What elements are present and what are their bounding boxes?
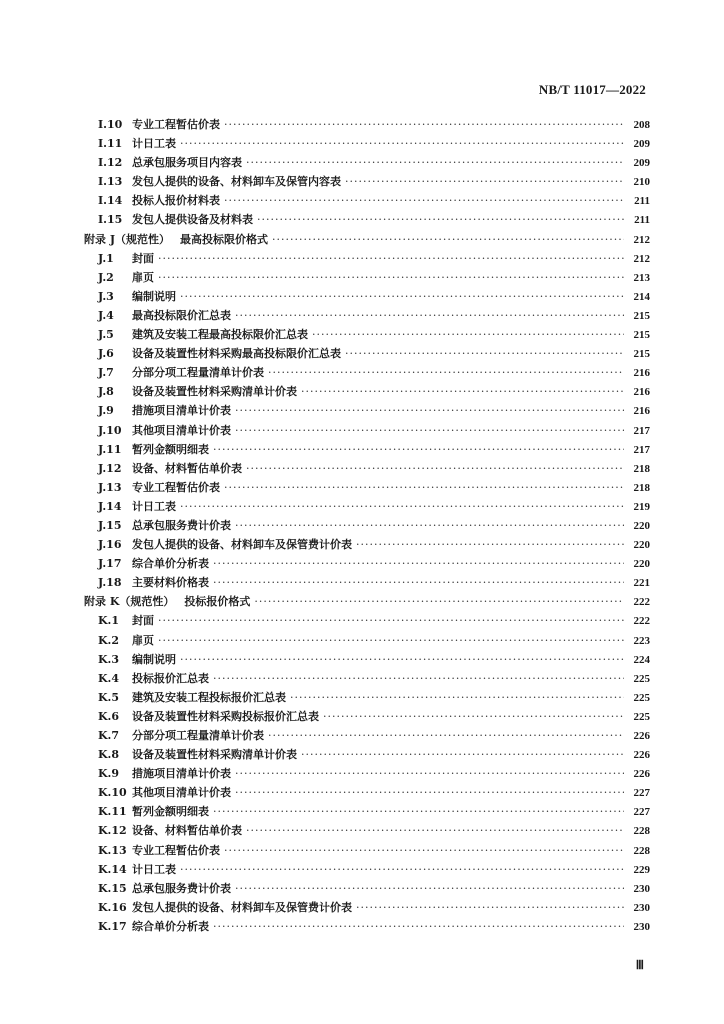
toc-entry[interactable] [84,383,650,402]
toc-leader-dots [180,290,624,303]
toc-page-number: 217 [633,443,650,456]
toc-entry-number: J.17 [98,557,122,571]
toc-entry[interactable] [84,689,650,708]
toc-entry-number: J.16 [98,538,122,552]
toc-page-number: 216 [633,367,650,380]
toc-entry-number: K.8 [98,748,120,762]
toc-page-number: 215 [633,348,650,361]
toc-leader-dots [213,920,624,933]
toc-leader-dots [257,213,624,226]
toc-entry-title: 总承包服务费计价表 [132,881,231,895]
toc-entry-number: J.6 [98,347,114,361]
toc-page-number: 229 [633,863,650,876]
toc-entry-number: K.10 [98,786,127,800]
toc-entry-number: J.11 [98,442,122,456]
toc-entry-number: K.17 [98,919,127,933]
toc-entry-number: J.9 [98,404,114,418]
toc-page-number: 217 [633,424,650,437]
toc-page-number: 215 [633,329,650,342]
toc-entry[interactable] [84,211,650,230]
toc-entry-title: 综合单价分析表 [132,557,209,571]
toc-entry-number: K.13 [98,843,127,857]
toc-entry[interactable] [84,135,650,154]
toc-leader-dots [158,271,624,284]
toc-entry[interactable] [84,536,650,555]
toc-entry-title: 封面 [132,614,154,628]
toc-entry-title: 其他项目清单计价表 [132,423,231,437]
toc-leader-dots [235,519,624,532]
toc-entry-number: K.7 [98,729,120,742]
toc-entry[interactable] [84,574,650,593]
toc-entry[interactable] [84,765,650,784]
toc-page-number: 226 [633,768,650,781]
toc-page-number: 227 [633,806,650,819]
toc-page-number: 212 [633,252,650,265]
toc-page-number: 220 [633,539,650,552]
toc-entry-number: K.14 [98,862,127,876]
toc-entry[interactable] [84,651,650,670]
toc-page-number: 209 [633,138,650,151]
toc-entry-title: 计日工表 [132,137,176,151]
toc-page-number: 230 [633,901,650,914]
toc-page-number: 216 [633,386,650,399]
toc-entry-title: 编制说明 [132,289,176,303]
toc-entry-title: 分部分项工程量清单计价表 [132,366,264,380]
toc-leader-dots [246,824,624,837]
toc-entry-title: 发包人提供的设备、材料卸车及保管费计价表 [132,900,352,914]
toc-entry-number: J.2 [98,270,114,284]
toc-leader-dots [246,156,624,169]
toc-appendix-heading[interactable] [84,231,650,250]
toc-entry[interactable] [84,670,650,689]
page-number-footer: Ⅲ [635,958,644,972]
toc-entry-number: 附录 J（规范性） [84,232,171,246]
toc-leader-dots [268,729,624,742]
toc-page-number: 210 [633,176,650,189]
toc-entry-title: 发包人提供设备及材料表 [132,213,253,227]
toc-page-number: 230 [633,920,650,933]
toc-page-number: 222 [633,596,650,609]
toc-leader-dots [213,443,624,456]
toc-entry[interactable] [84,784,650,803]
toc-leader-dots [356,901,624,914]
toc-entry-title: 设备、材料暂估单价表 [132,824,242,838]
toc-entry[interactable] [84,269,650,288]
toc-entry[interactable] [84,326,650,345]
toc-leader-dots [246,462,624,475]
toc-leader-dots [213,557,624,570]
toc-entry-number: K.4 [98,671,120,685]
toc-entry[interactable] [84,288,650,307]
toc-entry-title: 投标报价汇总表 [132,671,209,685]
toc-entry[interactable] [84,498,650,517]
toc-entry-number: I.13 [98,175,123,189]
toc-entry-number: I.10 [98,118,123,131]
toc-entry-number: K.15 [98,881,127,895]
toc-entry[interactable] [84,422,650,441]
toc-leader-dots [345,347,624,360]
toc-page-number: 226 [633,749,650,762]
toc-page-number: 226 [633,730,650,742]
toc-entry-title: 设备、材料暂估单价表 [132,461,242,475]
table-of-contents [84,116,650,937]
toc-entry-title: 发包人提供的设备、材料卸车及保管费计价表 [132,538,352,552]
toc-leader-dots [180,653,624,666]
toc-entry-number: K.3 [98,652,120,666]
toc-entry-number: J.18 [98,576,122,590]
toc-entry[interactable] [84,842,650,861]
toc-entry-number: K.5 [98,690,120,704]
toc-entry[interactable] [84,460,650,479]
toc-entry[interactable] [84,632,650,651]
toc-entry-number: 附录 K（规范性） [84,595,175,609]
toc-page-number: 219 [633,500,650,513]
toc-entry-title: 专业工程暂估价表 [132,118,220,131]
toc-entry[interactable] [84,345,650,364]
toc-page-number: 220 [633,519,650,532]
toc-page-number: 212 [633,233,650,246]
toc-entry-number: K.1 [98,614,120,628]
toc-entry[interactable] [84,803,650,822]
toc-page-number: 228 [633,825,650,838]
toc-entry-number: J.10 [98,423,122,437]
toc-entry[interactable] [84,441,650,460]
toc-entry-title: 措施项目清单计价表 [132,767,231,781]
toc-entry-title: 编制说明 [132,652,176,666]
toc-page-number: 214 [633,290,650,303]
toc-leader-dots [224,844,624,857]
toc-entry-number: J.12 [98,461,122,475]
toc-leader-dots [213,805,624,818]
toc-leader-dots [312,328,624,341]
toc-leader-dots [290,691,624,704]
toc-entry-number: J.15 [98,518,122,532]
toc-entry-title: 扉页 [132,270,154,284]
toc-entry-number: K.16 [98,900,127,914]
toc-leader-dots [272,233,624,246]
toc-entry[interactable] [84,250,650,269]
toc-page-number: 221 [633,577,650,590]
toc-page-number: 228 [633,844,650,857]
toc-entry[interactable] [84,861,650,880]
toc-entry-number: K.12 [98,824,127,838]
toc-entry-title: 设备及装置性材料采购投标报价汇总表 [132,709,319,723]
toc-entry-title: 最高投标限价格式 [180,232,269,246]
toc-entry-title: 暂列金额明细表 [132,442,209,456]
toc-leader-dots [213,672,624,685]
toc-entry[interactable] [84,822,650,841]
toc-entry-title: 计日工表 [132,499,176,513]
toc-entry-number: K.9 [98,767,120,781]
toc-entry-number: J.8 [98,385,114,399]
toc-entry-title: 最高投标限价汇总表 [132,308,231,322]
toc-leader-dots [213,576,624,589]
toc-entry-number: I.14 [98,194,123,208]
toc-appendix-heading[interactable] [84,593,650,612]
toc-page-number: 216 [633,405,650,418]
toc-entry-title: 专业工程暂估价表 [132,480,220,494]
toc-leader-dots [235,882,624,895]
toc-page-number: 209 [633,157,650,170]
toc-page-number: 227 [633,787,650,800]
toc-page-number: 218 [633,462,650,475]
toc-entry-title: 总承包服务项目内容表 [132,156,242,170]
toc-entry[interactable] [84,746,650,765]
toc-leader-dots [301,748,624,761]
toc-page-number: 215 [633,309,650,322]
toc-page-number: 225 [633,672,650,685]
toc-page-number: 225 [633,710,650,723]
toc-entry-title: 设备及装置性材料采购最高投标限价汇总表 [132,347,341,361]
toc-entry-number: J.5 [98,328,114,342]
toc-entry[interactable] [84,708,650,727]
toc-entry-title: 其他项目清单计价表 [132,786,231,800]
toc-entry-title: 专业工程暂估价表 [132,843,220,857]
toc-entry[interactable] [84,116,650,135]
toc-entry-number: J.13 [98,480,122,494]
toc-leader-dots [224,118,624,131]
toc-page-number: 225 [633,691,650,704]
toc-entry[interactable] [84,192,650,211]
toc-entry-title: 建筑及安装工程投标报价汇总表 [132,690,286,704]
toc-leader-dots [180,500,624,513]
toc-entry-title: 暂列金额明细表 [132,805,209,819]
toc-entry-number: I.11 [98,137,123,151]
toc-leader-dots [224,194,624,207]
toc-leader-dots [345,175,624,188]
toc-entry[interactable] [84,154,650,173]
toc-entry-number: I.15 [98,213,123,227]
toc-page-number: 211 [634,195,650,208]
toc-leader-dots [158,614,624,627]
toc-entry-title: 设备及装置性材料采购清单计价表 [132,748,297,762]
toc-entry[interactable] [84,479,650,498]
toc-leader-dots [158,252,624,265]
toc-leader-dots [235,309,624,322]
toc-entry-number: I.12 [98,156,123,170]
toc-entry-number: J.7 [98,366,114,380]
toc-leader-dots [235,786,624,799]
toc-entry-number: J.1 [98,251,114,265]
toc-entry-title: 设备及装置性材料采购清单计价表 [132,385,297,399]
toc-leader-dots [235,424,624,437]
toc-entry-title: 总承包服务费计价表 [132,518,231,532]
toc-entry-number: J.4 [98,308,114,322]
toc-page-number: 223 [633,634,650,647]
toc-entry-title: 主要材料价格表 [132,576,209,590]
toc-page-number: 218 [633,481,650,494]
toc-entry[interactable] [84,402,650,421]
toc-entry[interactable] [84,727,650,746]
toc-page-number: 213 [633,271,650,284]
toc-entry-title: 封面 [132,251,154,265]
toc-entry[interactable] [84,307,650,326]
toc-page-number: 230 [633,882,650,895]
toc-leader-dots [268,366,624,379]
toc-entry-title: 综合单价分析表 [132,919,209,933]
toc-leader-dots [180,863,624,876]
toc-leader-dots [235,404,624,417]
toc-leader-dots [301,385,624,398]
toc-entry[interactable] [84,364,650,383]
toc-page-number: 211 [634,214,650,227]
toc-leader-dots [254,595,624,608]
toc-entry-title: 计日工表 [132,862,176,876]
toc-page-number: 224 [633,653,650,666]
toc-leader-dots [356,538,624,551]
toc-entry-number: J.3 [98,289,114,303]
toc-entry[interactable] [84,555,650,574]
toc-entry[interactable] [84,880,650,899]
toc-entry-title: 投标人报价材料表 [132,194,220,208]
toc-entry-title: 扉页 [132,633,154,647]
toc-page-number: 208 [633,119,650,131]
document-header-standard-number: NB/T 11017—2022 [538,82,646,97]
toc-entry-title: 措施项目清单计价表 [132,404,231,418]
toc-entry-number: K.11 [98,805,127,819]
toc-entry-number: J.14 [98,499,122,513]
toc-leader-dots [224,481,624,494]
toc-leader-dots [235,767,624,780]
toc-entry-title: 建筑及安装工程最高投标限价汇总表 [132,328,308,342]
toc-leader-dots [158,634,624,647]
toc-entry[interactable] [84,517,650,536]
toc-entry-title: 投标报价格式 [184,595,251,609]
toc-entry[interactable] [84,612,650,631]
toc-entry[interactable] [84,918,650,937]
toc-entry-number: K.6 [98,709,120,723]
toc-entry-title: 发包人提供的设备、材料卸车及保管内容表 [132,175,341,189]
toc-entry-number: K.2 [98,633,120,647]
toc-entry[interactable] [84,173,650,192]
toc-entry[interactable] [84,899,650,918]
toc-leader-dots [180,137,624,150]
toc-entry-title: 分部分项工程量清单计价表 [132,729,264,742]
toc-leader-dots [323,710,624,723]
toc-page-number: 222 [633,615,650,628]
toc-page-number: 220 [633,558,650,571]
